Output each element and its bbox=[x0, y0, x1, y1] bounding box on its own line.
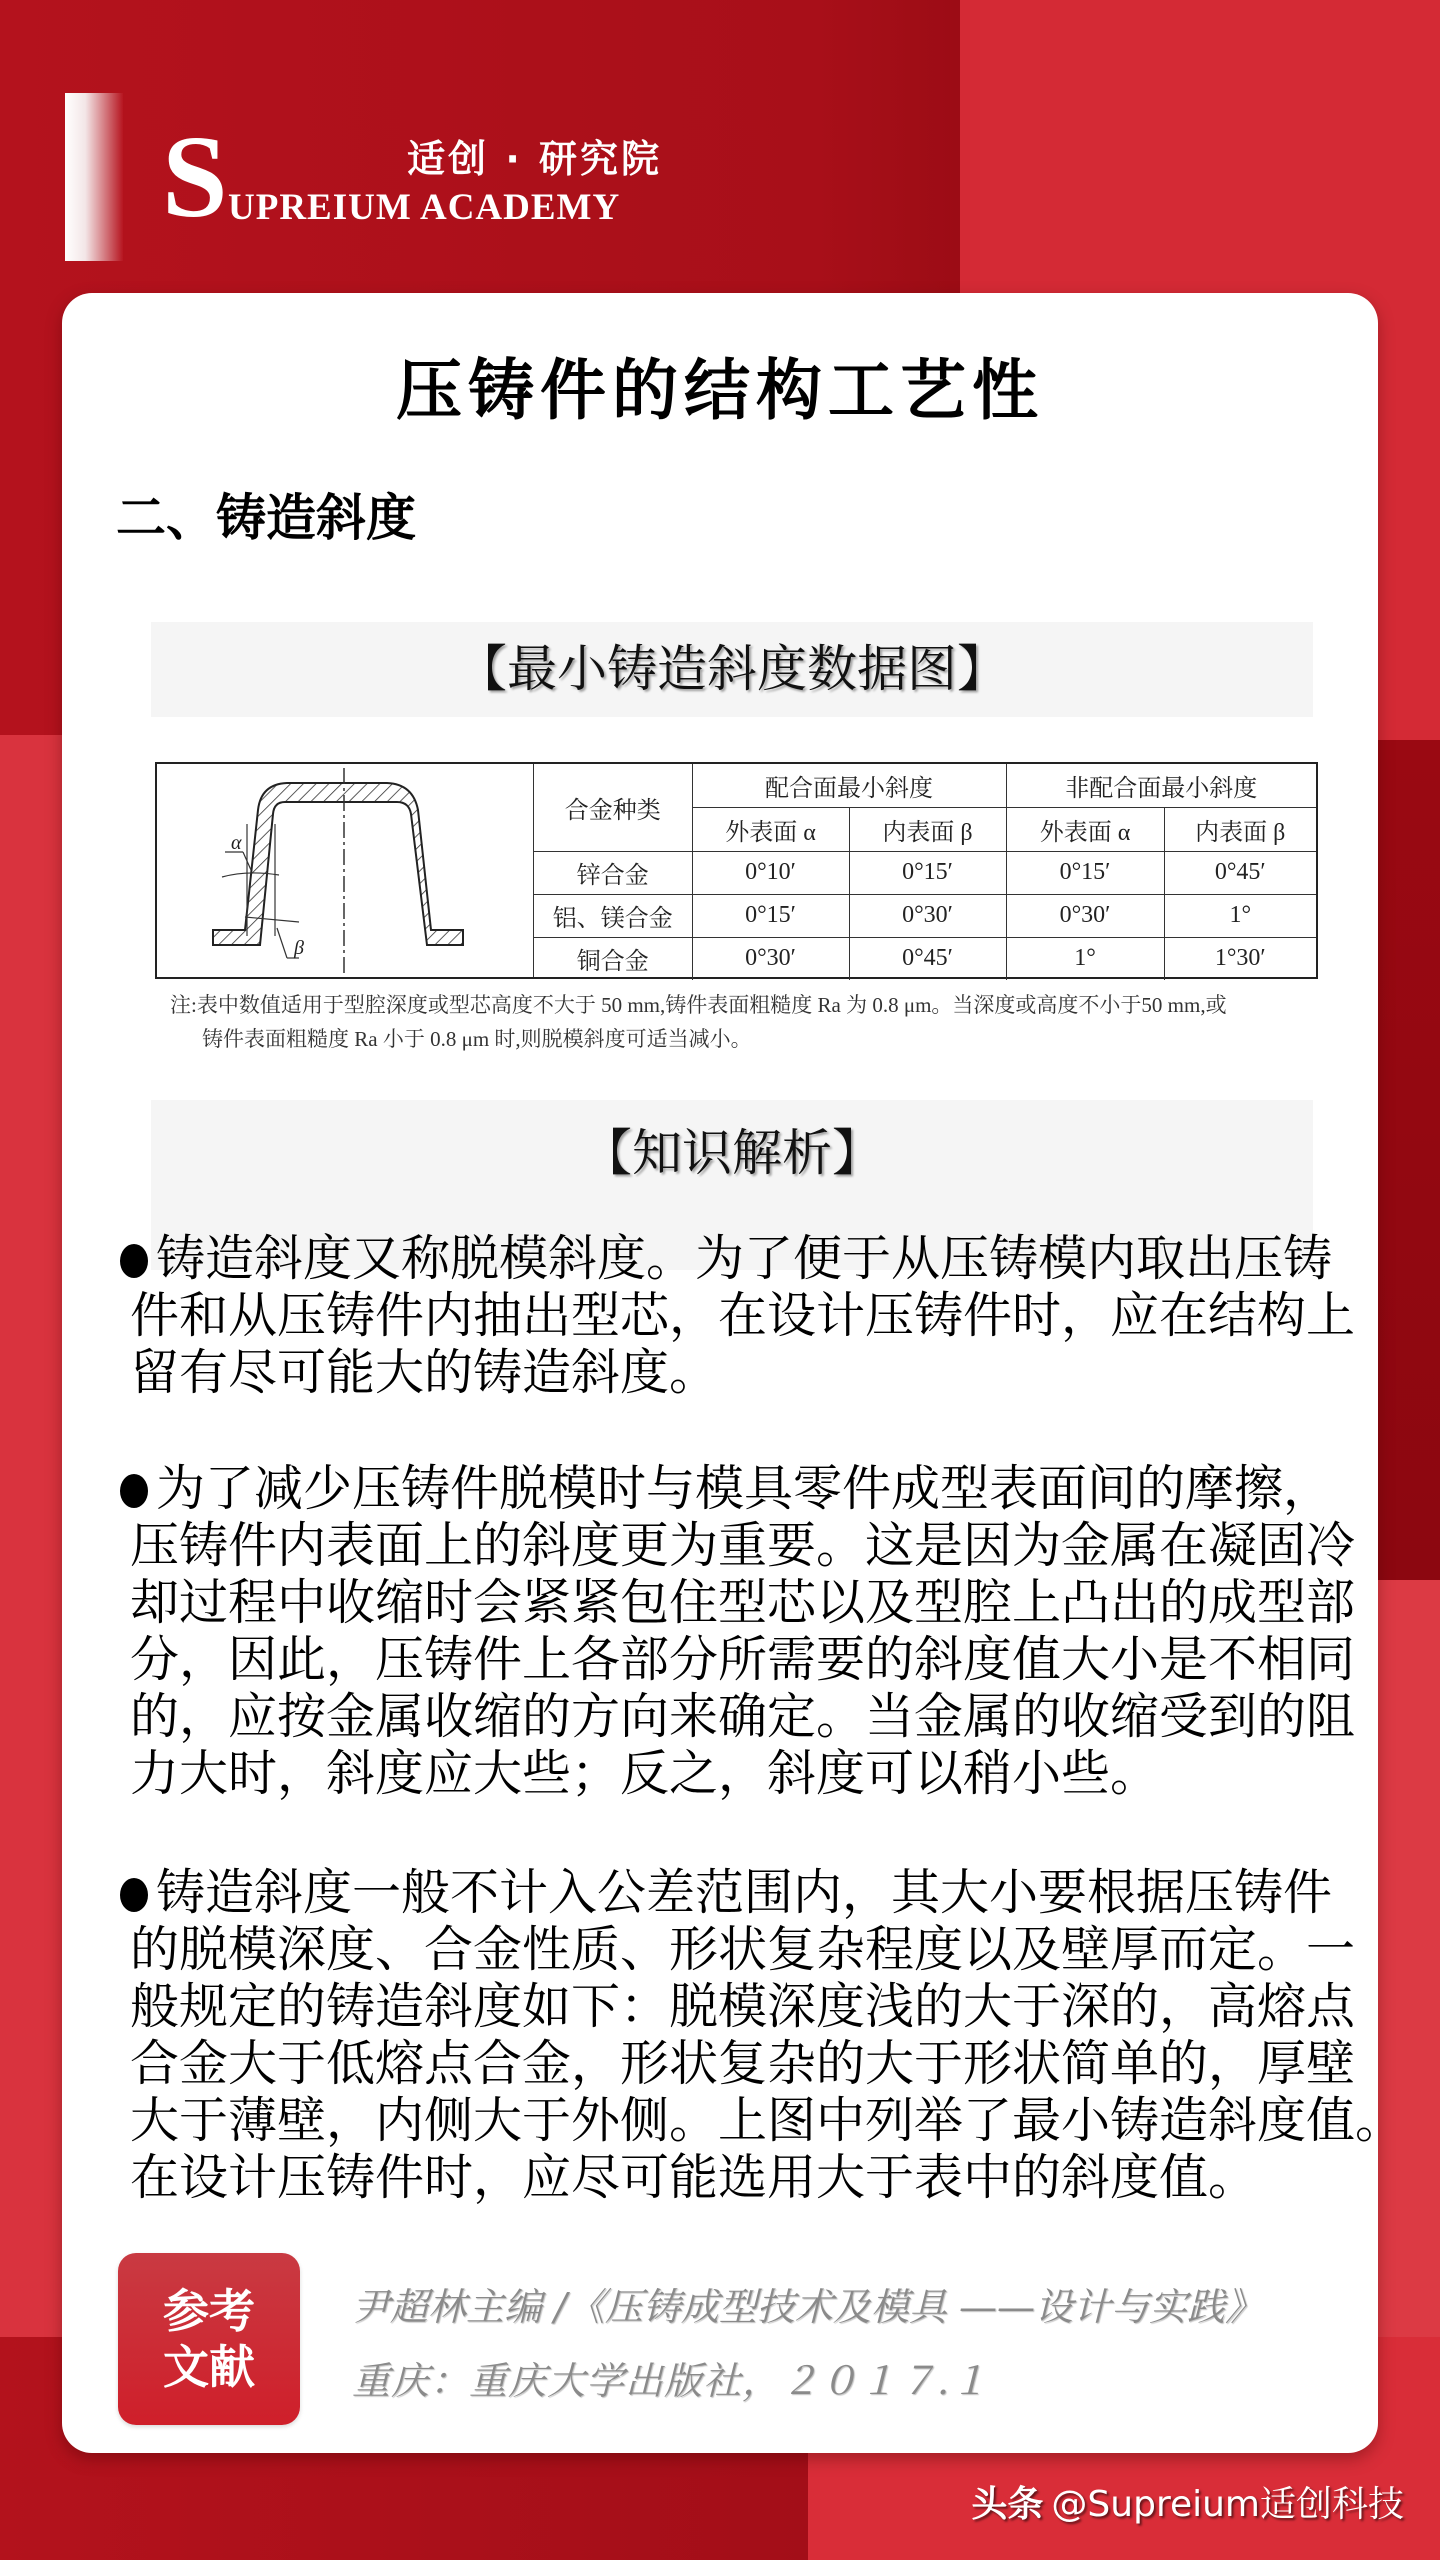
beta-label: β bbox=[294, 937, 304, 959]
table-row bbox=[534, 851, 1316, 894]
table-cell: 0°15′ bbox=[692, 894, 849, 937]
paragraph-line: 在设计压铸件时，应尽可能选用大于表中的斜度值。 bbox=[130, 2149, 1258, 2206]
subheader-outer: 外表面 α bbox=[1006, 807, 1164, 851]
paragraph-line: 合金大于低熔点合金，形状复杂的大于形状简单的，厚壁 bbox=[130, 2035, 1356, 2092]
header-alloy-type: 合金种类 bbox=[534, 764, 692, 851]
table-cell: 0°30′ bbox=[1006, 894, 1164, 937]
table-cell: 0°30′ bbox=[692, 937, 849, 980]
reference-badge-line-1: 参考 bbox=[163, 2284, 255, 2338]
draft-angle-table bbox=[155, 762, 1318, 979]
alloy-name: 锌合金 bbox=[534, 851, 692, 894]
paragraph-line: 件和从压铸件内抽出型芯，在设计压铸件时，应在结构上 bbox=[130, 1287, 1356, 1344]
table-cell: 0°15′ bbox=[1006, 851, 1164, 894]
analysis-label: 【知识解析】 bbox=[582, 1124, 882, 1182]
draft-angle-diagram bbox=[157, 764, 534, 977]
reference-badge bbox=[118, 2253, 300, 2425]
bullet-icon bbox=[120, 1244, 148, 1278]
paragraph-line bbox=[120, 1230, 1350, 1287]
table-cell: 1° bbox=[1164, 894, 1316, 937]
reference-publisher: 重庆：重庆大学出版社，２０１７.１ bbox=[352, 2359, 990, 2403]
paragraph-line bbox=[120, 1864, 1350, 1921]
paragraph-line bbox=[120, 1460, 1350, 1517]
paragraph-line: 留有尽可能大的铸造斜度。 bbox=[130, 1344, 719, 1401]
reference-badge-line-2: 文献 bbox=[163, 2340, 255, 2394]
alpha-label: α bbox=[231, 832, 242, 854]
table-note bbox=[170, 988, 1320, 1056]
table-note-line-1: 注:表中数值适用于型腔深度或型芯高度不大于 50 mm,铸件表面粗糙度 Ra 为 0.8 μm。当深度或高度不小于50 mm,或 bbox=[170, 993, 1227, 1017]
casting-section-icon bbox=[157, 764, 533, 977]
table-cell: 0°10′ bbox=[692, 851, 849, 894]
subheader-inner: 内表面 β bbox=[1164, 807, 1316, 851]
logo-name-cn: 适创 · 研究院 bbox=[407, 137, 662, 181]
paragraph-text: 为了减少压铸件脱模时与模具零件成型表面间的摩擦， bbox=[156, 1460, 1333, 1517]
header-mating-surface: 配合面最小斜度 bbox=[692, 764, 1006, 807]
paragraph-line: 的脱模深度、合金性质、形状复杂程度以及壁厚而定。一 bbox=[130, 1921, 1356, 1978]
logo-name-en: UPREIUM ACADEMY bbox=[228, 187, 621, 228]
table-cell: 0°45′ bbox=[1164, 851, 1316, 894]
subheader-inner: 内表面 β bbox=[849, 807, 1006, 851]
header-nonmating-surface: 非配合面最小斜度 bbox=[1006, 764, 1316, 807]
paragraph-line: 分，因此，压铸件上各部分所需要的斜度值大小是不相同 bbox=[130, 1631, 1356, 1688]
table-row bbox=[534, 894, 1316, 937]
table-row bbox=[534, 937, 1316, 980]
paragraph-text: 铸造斜度又称脱模斜度。为了便于从压铸模内取出压铸 bbox=[156, 1230, 1333, 1287]
page-title: 压铸件的结构工艺性 bbox=[396, 352, 1044, 429]
paragraph-line: 的，应按金属收缩的方向来确定。当金属的收缩受到的阻 bbox=[130, 1688, 1356, 1745]
table-note-line-2: 铸件表面粗糙度 Ra 小于 0.8 μm 时,则脱模斜度可适当减小。 bbox=[202, 1027, 752, 1051]
alloy-name: 铝、镁合金 bbox=[534, 894, 692, 937]
analysis-paragraph-3 bbox=[120, 1864, 1405, 2206]
table-cell: 0°30′ bbox=[849, 894, 1006, 937]
logo-letter: S bbox=[162, 111, 228, 242]
paragraph-line: 般规定的铸造斜度如下：脱模深度浅的大于深的，高熔点 bbox=[130, 1978, 1356, 2035]
table-cell: 1° bbox=[1006, 937, 1164, 980]
draft-angle-grid bbox=[534, 764, 1316, 980]
paragraph-text: 铸造斜度一般不计入公差范围内，其大小要根据压铸件 bbox=[156, 1864, 1333, 1921]
table-cell: 0°15′ bbox=[849, 851, 1006, 894]
watermark bbox=[971, 2476, 1404, 2527]
section-title: 二、铸造斜度 bbox=[116, 489, 416, 547]
paragraph-line: 力大时，斜度应大些；反之，斜度可以稍小些。 bbox=[130, 1745, 1160, 1802]
analysis-paragraph-1 bbox=[120, 1230, 1356, 1401]
table-cell: 1°30′ bbox=[1164, 937, 1316, 980]
bullet-icon bbox=[120, 1878, 148, 1912]
paragraph-line: 却过程中收缩时会紧紧包住型芯以及型腔上凸出的成型部 bbox=[130, 1574, 1356, 1631]
watermark-platform: 头条 bbox=[971, 2484, 1044, 2525]
table-cell: 0°45′ bbox=[849, 937, 1006, 980]
reference-citation: 尹超林主编 /《压铸成型技术及模具 ——设计与实践》 bbox=[352, 2285, 1263, 2329]
logo-accent-bar bbox=[65, 93, 123, 261]
paragraph-line: 大于薄壁，内侧大于外侧。上图中列举了最小铸造斜度值。 bbox=[130, 2092, 1405, 2149]
watermark-handle: @Supreium适创科技 bbox=[1051, 2484, 1404, 2525]
paragraph-line: 压铸件内表面上的斜度更为重要。这是因为金属在凝固冷 bbox=[130, 1517, 1356, 1574]
analysis-paragraph-2 bbox=[120, 1460, 1356, 1802]
subheader-outer: 外表面 α bbox=[692, 807, 849, 851]
alloy-name: 铜合金 bbox=[534, 937, 692, 980]
figure-label-box bbox=[151, 622, 1313, 717]
bullet-icon bbox=[120, 1474, 148, 1508]
figure-label: 【最小铸造斜度数据图】 bbox=[457, 640, 1007, 698]
